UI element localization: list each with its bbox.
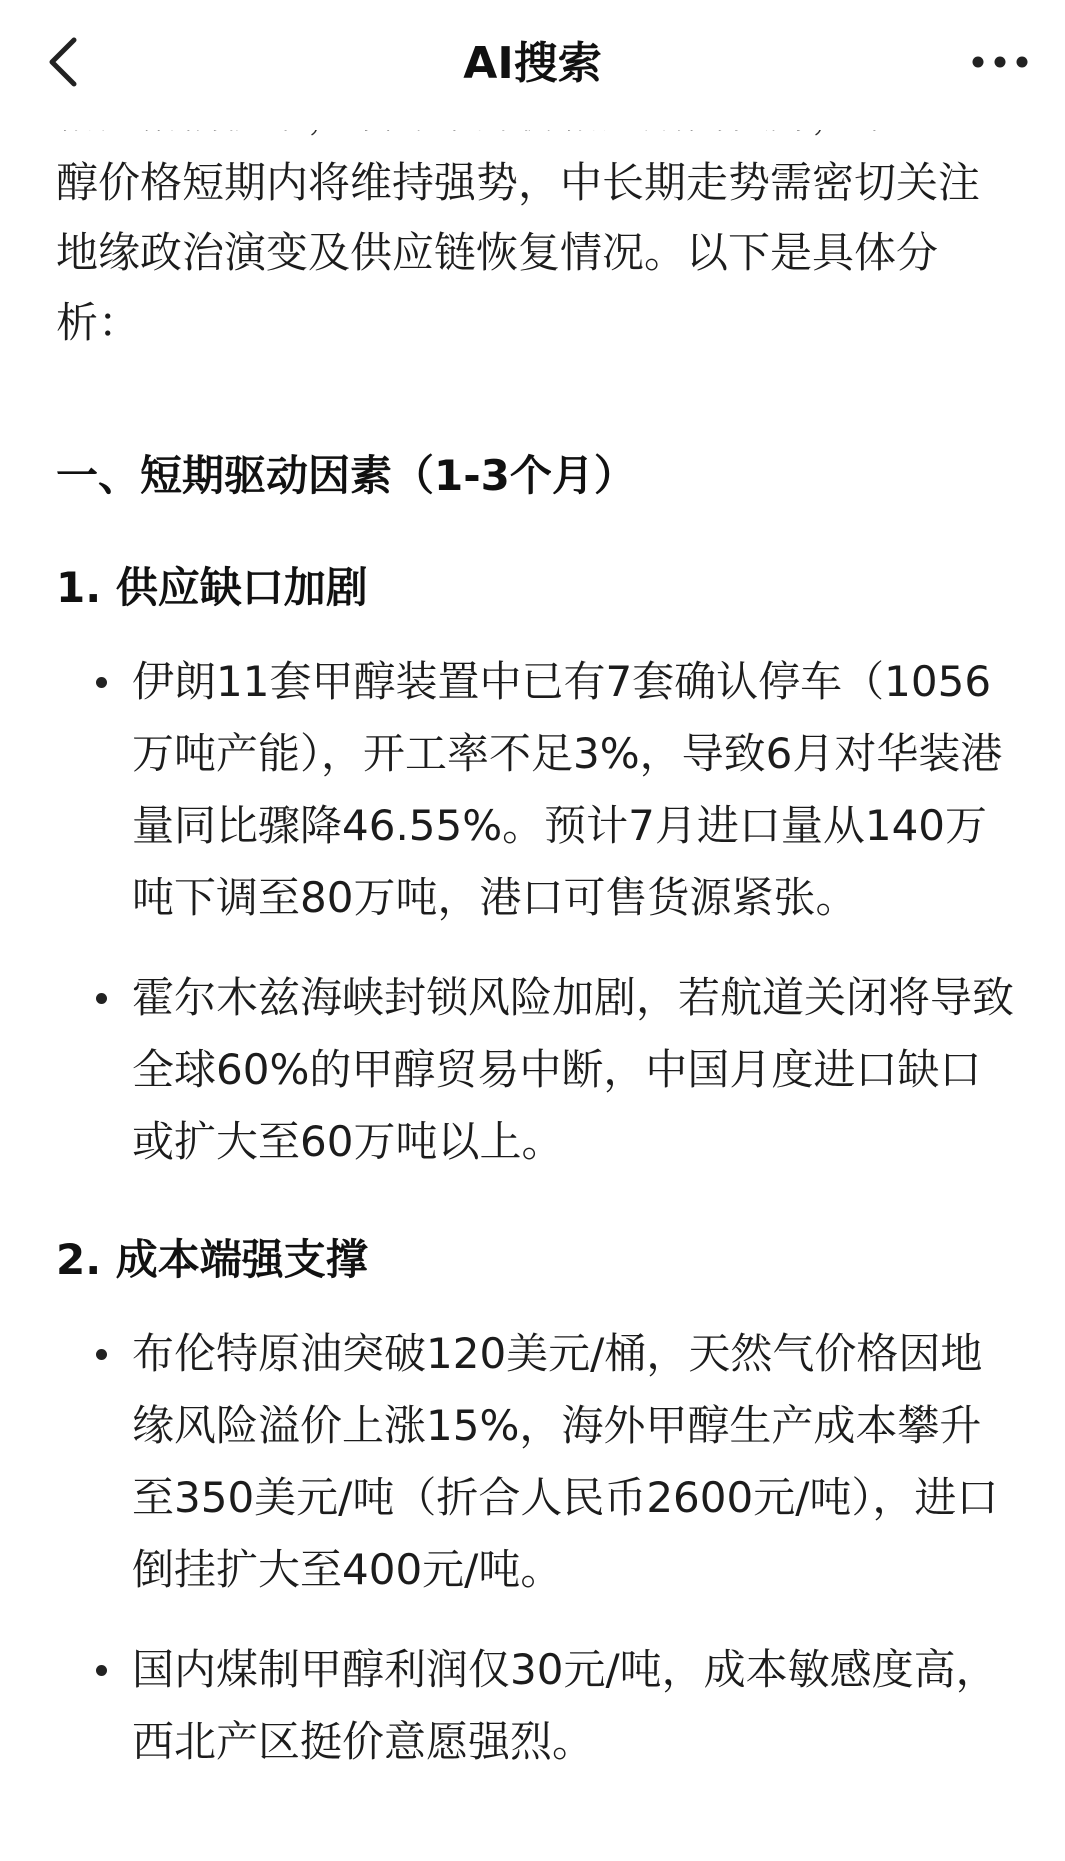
bullet-list-cost	[56, 1318, 1016, 1778]
bullet-dot-icon	[96, 677, 107, 688]
bullet-dot-icon	[96, 993, 107, 1004]
list-item	[56, 646, 1016, 934]
list-item	[56, 962, 1016, 1178]
bullet-text: 伊朗11套甲醇装置中已有7套确认停车（1056万吨产能），开工率不足3%，导致6月对华装港量同比骤降46.55%。预计7月进口量从140万吨下调至80万吨，港口可售货源紧张。	[132, 657, 1003, 922]
top-nav-bar	[0, 0, 1065, 130]
subsection-heading-cost: 2. 成本端强支撑	[56, 1235, 368, 1284]
bullet-dot-icon	[96, 1349, 107, 1360]
bullet-list-supply	[56, 646, 1016, 1178]
section-heading: 一、短期驱动因素（1-3个月）	[56, 451, 636, 500]
bullet-text: 霍尔木兹海峡封锁风险加剧，若航道关闭将导致全球60%的甲醇贸易中断，中国月度进口缺口或扩大至60万吨以上。	[132, 973, 1015, 1166]
list-item	[56, 1318, 1016, 1606]
bullet-text: 布伦特原油突破120美元/桶，天然气价格因地缘风险溢价上涨15%，海外甲醇生产成本攀升至350美元/吨（折合人民币2600元/吨），进口倒挂扩大至400元/吨。	[132, 1329, 999, 1594]
list-item	[56, 1634, 1016, 1778]
bullet-dot-icon	[96, 1665, 107, 1676]
more-horizontal-icon	[965, 40, 1035, 84]
subsection-heading-supply: 1. 供应缺口加剧	[56, 563, 368, 612]
more-options-button[interactable]	[965, 40, 1035, 84]
bullet-text: 国内煤制甲醇利润仅30元/吨，成本敏感度高，西北产区挺价意愿强烈。	[132, 1645, 998, 1766]
intro-text: 醇价格短期内将维持强势，中长期走势需密切关注地缘政治演变及供应链恢复情况。以下是具体分析：	[56, 158, 981, 347]
page-title: AI搜索	[463, 38, 602, 89]
answer-content	[56, 78, 1016, 1806]
